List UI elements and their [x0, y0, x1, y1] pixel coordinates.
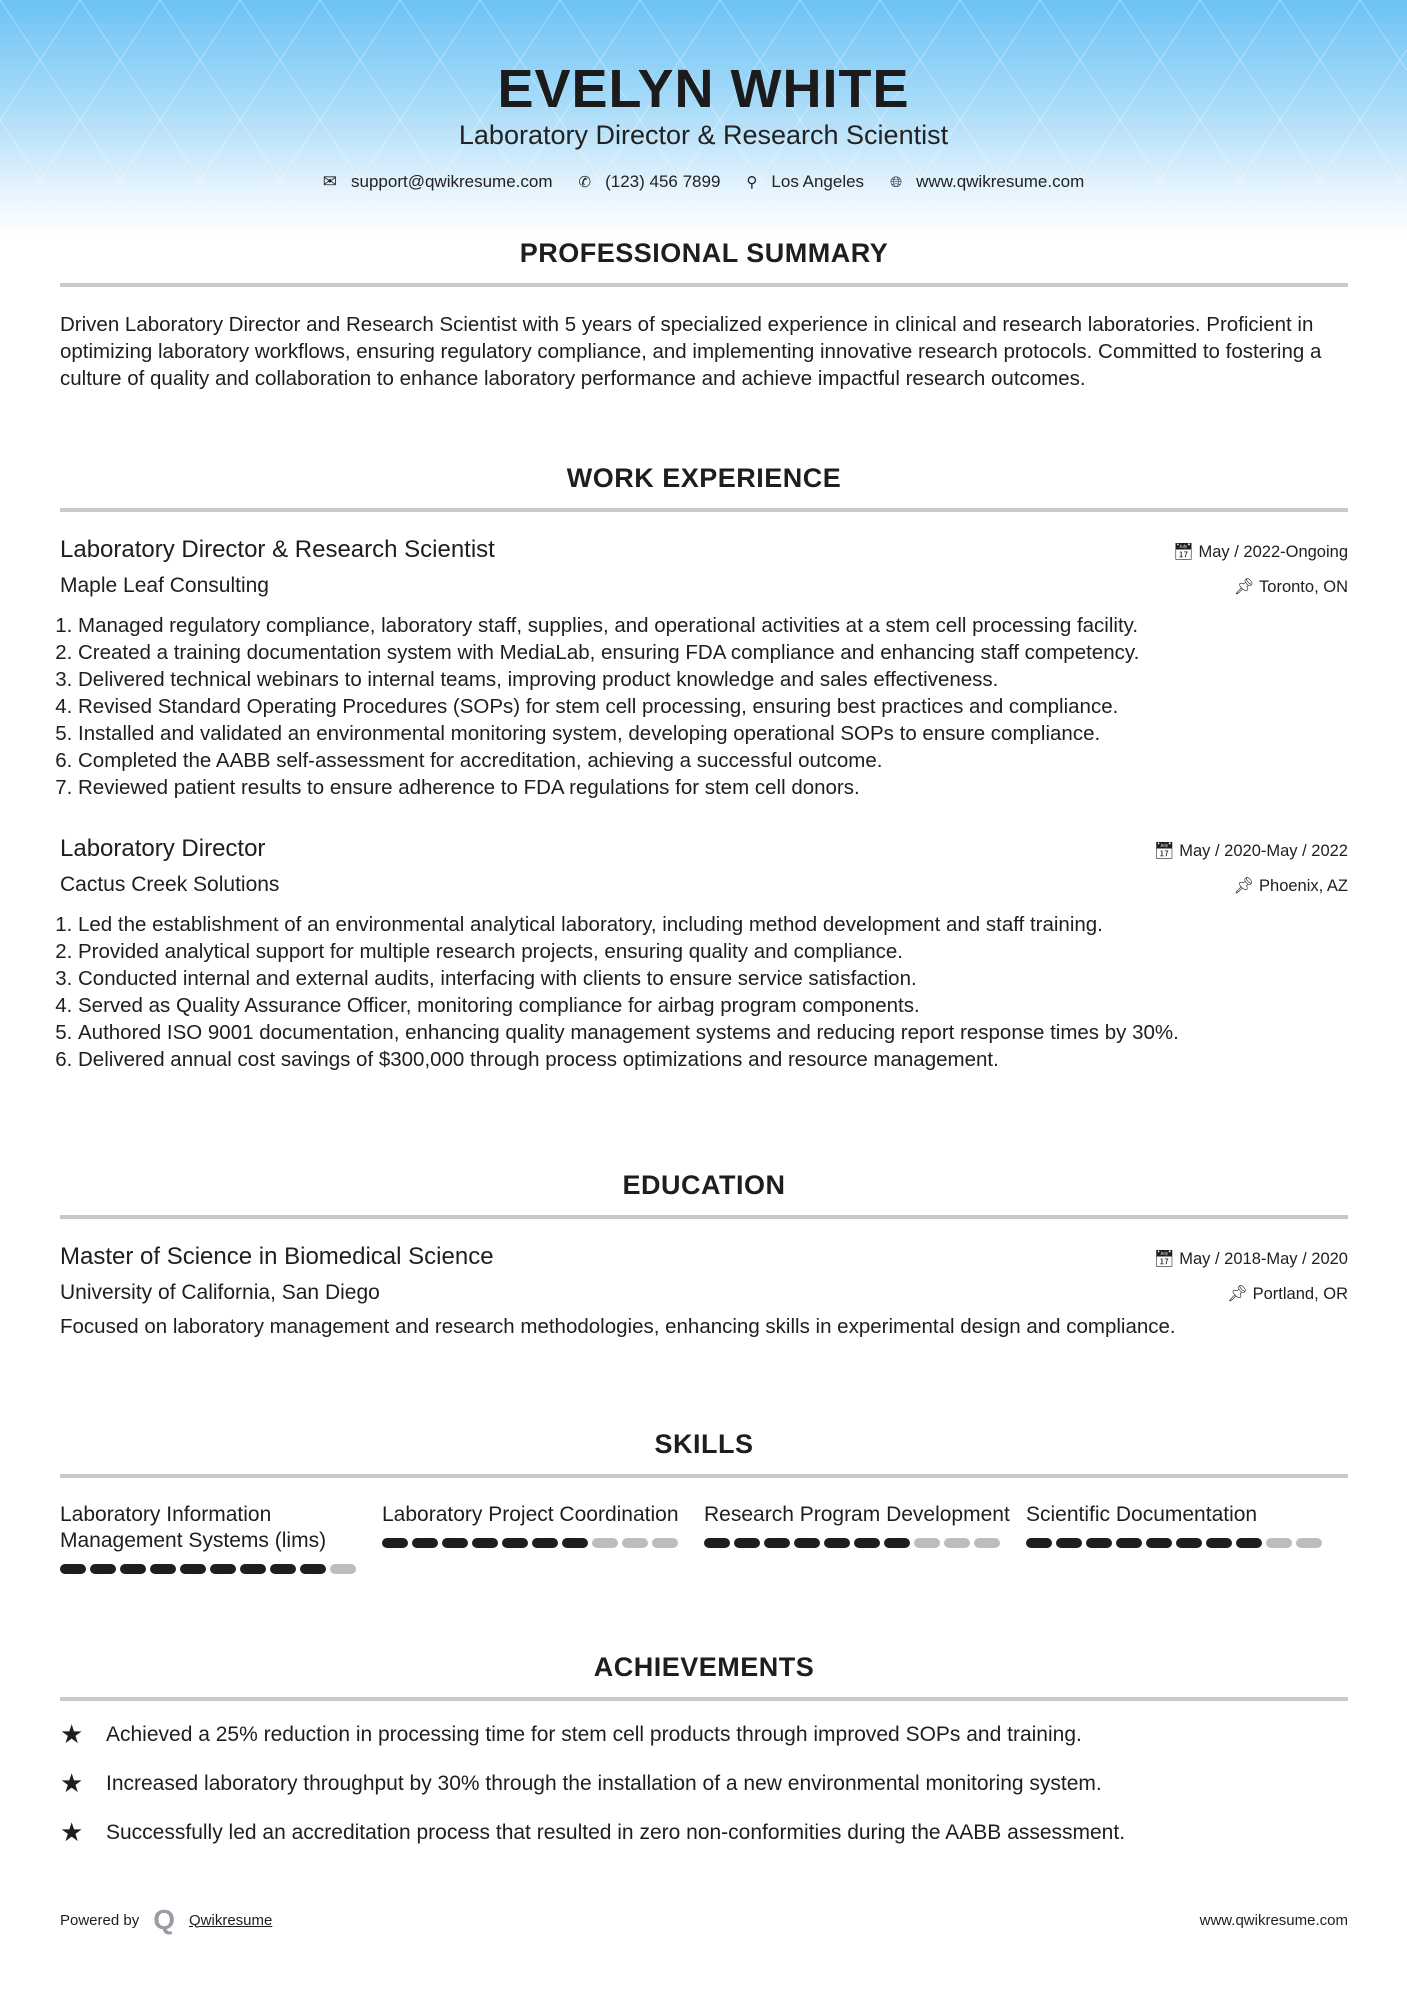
skill-segment	[240, 1564, 266, 1574]
bullet: 3. Delivered technical webinars to internal teams, improving product knowledge and sales effectiveness.	[78, 666, 1348, 693]
skill-item	[382, 1502, 704, 1574]
email-link[interactable]: support@qwikresume.com	[351, 172, 553, 191]
contact-row	[0, 172, 1407, 192]
skill-segment	[412, 1538, 438, 1548]
bullet: 6. Delivered annual cost savings of $300,000 through process optimizations and resource management.	[78, 1046, 1348, 1073]
skill-level-bar	[60, 1564, 382, 1574]
skill-segment	[472, 1538, 498, 1548]
company-name: Maple Leaf Consulting	[60, 574, 269, 597]
skill-segment	[532, 1538, 558, 1548]
skill-segment	[90, 1564, 116, 1574]
job-title: Laboratory Director	[60, 835, 266, 862]
achievement-text: Achieved a 25% reduction in processing time for stem cell products through improved SOPs and training.	[106, 1722, 1082, 1746]
bullet: 1. Managed regulatory compliance, laboratory staff, supplies, and operational activities at a stem cell processing facility.	[78, 612, 1348, 639]
website-link[interactable]: www.qwikresume.com	[916, 172, 1085, 191]
skill-segment	[210, 1564, 236, 1574]
bullet: 4. Revised Standard Operating Procedures (SOPs) for stem cell processing, ensuring best practices and compliance.	[78, 693, 1348, 720]
skill-segment	[330, 1564, 356, 1574]
candidate-name: EVELYN WHITE	[497, 59, 910, 119]
skill-segment	[60, 1564, 86, 1574]
achievements-section	[60, 1652, 1348, 1848]
job-date: May / 2022-Ongoing	[1198, 543, 1348, 561]
skill-name: Scientific Documentation	[1026, 1503, 1258, 1526]
skill-segment	[1026, 1538, 1052, 1548]
skill-segment	[300, 1564, 326, 1574]
bullet: 2. Provided analytical support for multiple research projects, ensuring quality and compliance.	[78, 938, 1348, 965]
calendar-icon: 📅︎	[1172, 543, 1199, 561]
skill-segment	[270, 1564, 296, 1574]
education-section	[60, 1170, 1348, 1340]
education-entry	[60, 1243, 1348, 1340]
section-heading: ACHIEVEMENTS	[60, 1652, 1348, 1701]
bullet: 4. Served as Quality Assurance Officer, monitoring compliance for airbag program components.	[78, 992, 1348, 1019]
school-name: University of California, San Diego	[60, 1281, 380, 1304]
company-name: Cactus Creek Solutions	[60, 873, 280, 896]
email-icon: ✉	[322, 172, 338, 191]
skill-segment	[794, 1538, 820, 1548]
bullet: 1. Led the establishment of an environmental analytical laboratory, including method development and staff training.	[78, 911, 1348, 938]
pin-icon: 📌︎	[1233, 578, 1260, 596]
skill-segment	[1116, 1538, 1142, 1548]
skill-level-bar	[1026, 1538, 1348, 1548]
experience-section	[60, 463, 1348, 1073]
summary-section	[60, 238, 1348, 392]
location-text: Los Angeles	[771, 172, 865, 191]
phone-icon: ✆	[578, 174, 592, 191]
edu-location: Portland, OR	[1252, 1285, 1348, 1303]
skill-segment	[884, 1538, 910, 1548]
skill-segment	[1056, 1538, 1082, 1548]
job-location: Phoenix, AZ	[1259, 877, 1348, 895]
star-award-icon: ★	[60, 1768, 84, 1798]
section-heading: PROFESSIONAL SUMMARY	[60, 238, 1348, 287]
job-date: May / 2020-May / 2022	[1179, 842, 1348, 860]
bullet: 5. Authored ISO 9001 documentation, enhancing quality management systems and reducing report response times by 30%.	[78, 1019, 1348, 1046]
skill-segment	[1296, 1538, 1322, 1548]
bullet: 3. Conducted internal and external audits, interfacing with clients to ensure service satisfaction.	[78, 965, 1348, 992]
skill-item	[60, 1502, 382, 1574]
skill-segment	[854, 1538, 880, 1548]
skill-item	[1026, 1502, 1348, 1574]
skill-segment	[180, 1564, 206, 1574]
section-heading: WORK EXPERIENCE	[60, 463, 1348, 512]
achievement-item	[60, 1817, 1348, 1848]
degree: Master of Science in Biomedical Science	[60, 1243, 494, 1270]
skill-name: Research Program Development	[704, 1503, 1010, 1526]
job-title: Laboratory Director & Research Scientist	[60, 536, 495, 563]
calendar-icon: 📅︎	[1153, 842, 1180, 860]
skill-segment	[592, 1538, 618, 1548]
header-banner	[0, 0, 1407, 235]
skill-segment	[914, 1538, 940, 1548]
bullet: 2. Created a training documentation system with MediaLab, ensuring FDA compliance and enhancing staff competency.	[78, 639, 1348, 666]
skill-name: Laboratory Project Coordination	[382, 1503, 679, 1526]
skill-segment	[652, 1538, 678, 1548]
achievement-text: Increased laboratory throughput by 30% through the installation of a new environmental monitoring system.	[106, 1771, 1102, 1795]
skill-segment	[1206, 1538, 1232, 1548]
star-award-icon: ★	[60, 1719, 84, 1749]
achievement-item	[60, 1719, 1348, 1750]
skill-segment	[622, 1538, 648, 1548]
edu-description: Focused on laboratory management and research methodologies, enhancing skills in experimental design and compliance.	[60, 1315, 1176, 1338]
skill-segment	[704, 1538, 730, 1548]
bullet: 5. Installed and validated an environmental monitoring system, developing operational SOPs to ensure compliance.	[78, 720, 1348, 747]
skill-segment	[944, 1538, 970, 1548]
skill-level-bar	[704, 1538, 1026, 1548]
star-award-icon: ★	[60, 1817, 84, 1847]
skill-level-bar	[382, 1538, 704, 1548]
bullet: 7. Reviewed patient results to ensure adherence to FDA regulations for stem cell donors.	[78, 774, 1348, 801]
skill-segment	[562, 1538, 588, 1548]
job-entry	[60, 835, 1348, 1073]
skill-segment	[150, 1564, 176, 1574]
skill-name: Laboratory Information Management Systems (lims)	[60, 1503, 327, 1552]
skills-section	[60, 1429, 1348, 1574]
achievement-text: Successfully led an accreditation process that resulted in zero non-conformities during the AABB assessment.	[106, 1820, 1126, 1844]
skill-segment	[1146, 1538, 1172, 1548]
pin-icon: 📌︎	[1233, 877, 1260, 895]
edu-date: May / 2018-May / 2020	[1179, 1250, 1348, 1268]
skill-segment	[442, 1538, 468, 1548]
job-location: Toronto, ON	[1259, 578, 1348, 596]
skill-segment	[1086, 1538, 1112, 1548]
skill-segment	[502, 1538, 528, 1548]
location-pin-icon: ⚲	[746, 174, 758, 191]
skill-item	[704, 1502, 1026, 1574]
job-entry	[60, 536, 1348, 801]
skill-segment	[1236, 1538, 1262, 1548]
skill-segment	[1176, 1538, 1202, 1548]
powered-by-label: Powered by	[60, 1911, 140, 1929]
skill-segment	[824, 1538, 850, 1548]
bullet: 6. Completed the AABB self-assessment for accreditation, achieving a successful outcome.	[78, 747, 1348, 774]
job-bullets	[60, 612, 1348, 801]
footer	[60, 1904, 1348, 1936]
qwikresume-logo-icon: Q	[153, 1904, 175, 1935]
section-heading: SKILLS	[60, 1429, 1348, 1478]
achievement-item	[60, 1768, 1348, 1799]
skill-segment	[734, 1538, 760, 1548]
skill-segment	[120, 1564, 146, 1574]
section-heading: EDUCATION	[60, 1170, 1348, 1219]
globe-icon: 🌐︎	[890, 173, 903, 191]
phone-text: (123) 456 7899	[605, 172, 721, 191]
footer-website[interactable]: www.qwikresume.com	[1199, 1911, 1348, 1929]
skill-segment	[764, 1538, 790, 1548]
skill-segment	[382, 1538, 408, 1548]
candidate-title: Laboratory Director & Research Scientist	[458, 120, 949, 150]
skill-segment	[974, 1538, 1000, 1548]
skills-list	[60, 1502, 1348, 1574]
pin-icon: 📌︎	[1227, 1285, 1253, 1303]
job-bullets	[60, 911, 1348, 1073]
skill-segment	[1266, 1538, 1292, 1548]
brand-link[interactable]: Qwikresume	[189, 1911, 273, 1929]
calendar-icon: 📅︎	[1153, 1250, 1180, 1268]
summary-text: Driven Laboratory Director and Research Scientist with 5 years of specialized experience in clinical and research laboratories. Proficient in optimizing laboratory workflows, ensuring regulatory compliance, and implementing innovative research protocols. Committed to fostering a culture of quality and collaboration to enhance laboratory performance and achieve impactful research outcomes.	[60, 313, 1322, 390]
